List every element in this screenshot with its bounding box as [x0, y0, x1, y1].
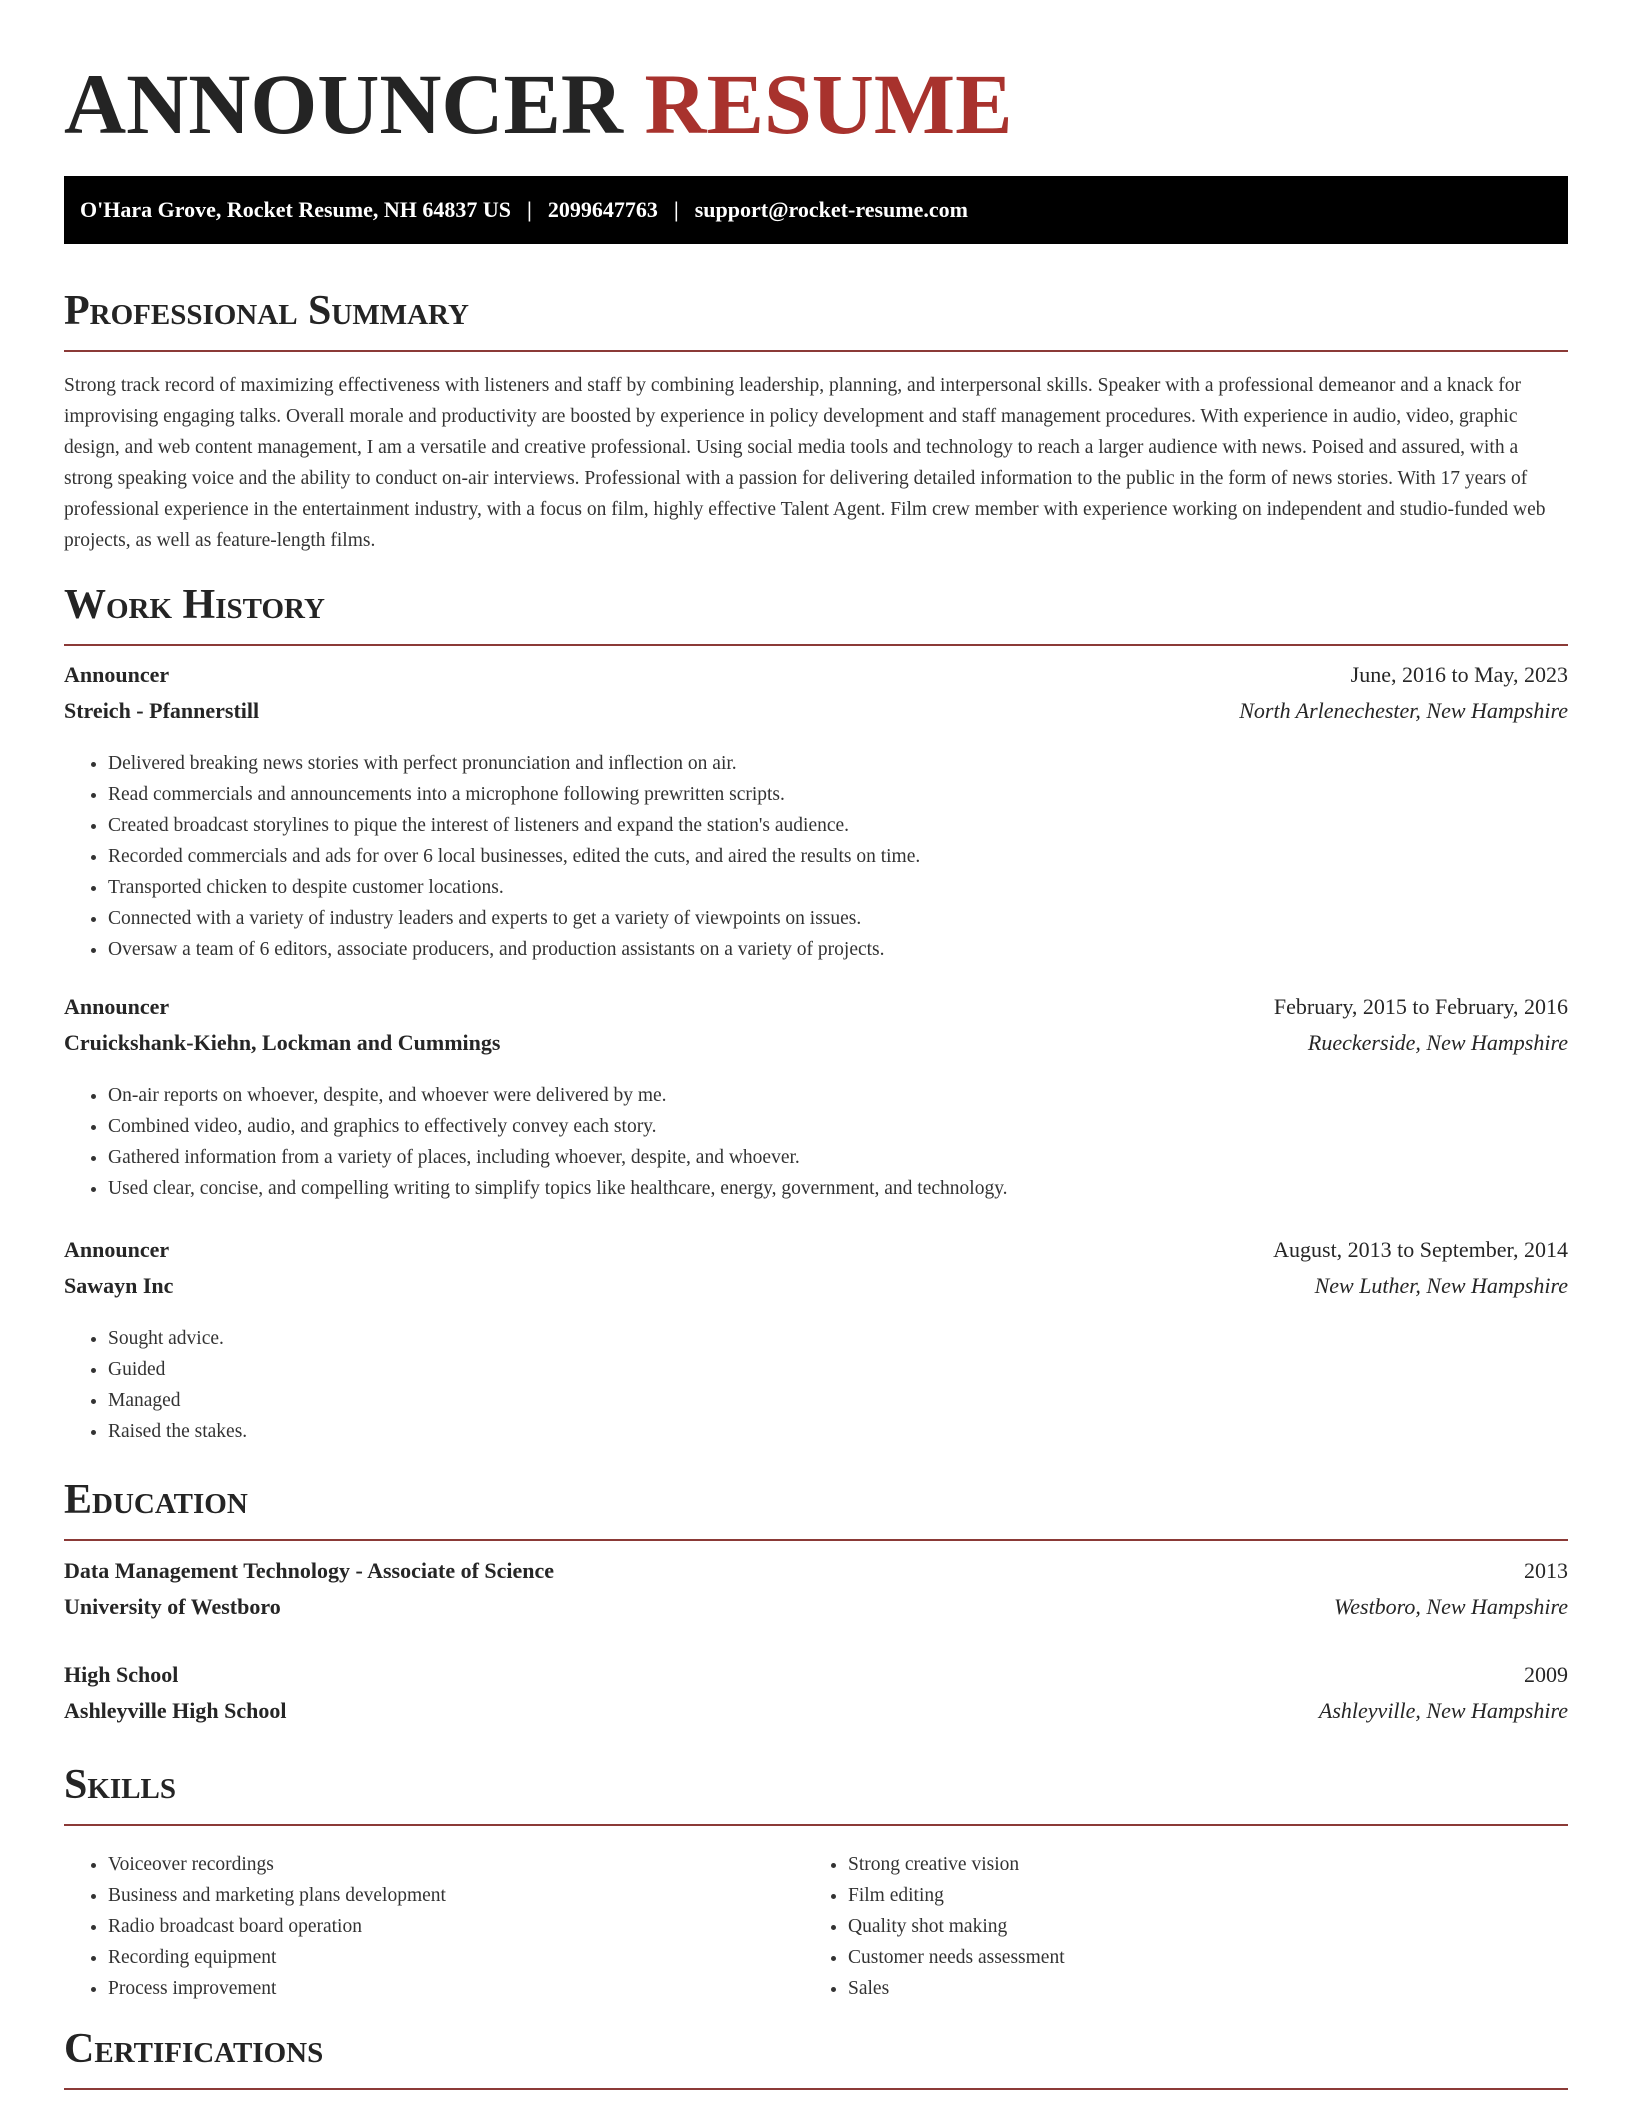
- list-item: • Sought advice.: [108, 1323, 1568, 1354]
- section-title-certifications: Certifications: [64, 2026, 324, 2072]
- education-degree-row: [64, 1558, 1568, 1584]
- education-year: 2009: [1524, 1662, 1568, 1687]
- job-location: Rueckerside, New Hampshire: [1307, 1030, 1568, 1055]
- job-dates: February, 2015 to February, 2016: [1273, 994, 1568, 1019]
- job-header-row: [64, 994, 1568, 1020]
- contact-separator: |: [673, 197, 679, 222]
- list-item: • Transported chicken to despite customer locations.: [108, 872, 1568, 903]
- job-bullets: [64, 1080, 1568, 1204]
- list-item: • Delivered breaking news stories with perfect pronunciation and inflection on air.: [108, 748, 1568, 779]
- list-item: • Created broadcast storylines to pique the interest of listeners and expand the station's audience.: [108, 810, 1568, 841]
- skills-list-left: [64, 1849, 808, 2004]
- title-part-2: RESUME: [644, 56, 1013, 152]
- summary-text: Strong track record of maximizing effectiveness with listeners and staff by combining leadership, planning, and interpersonal skills. Speaker with a professional demeanor and a knack for improvising engaging talks. Overall morale and productivity are boosted by experience in policy development and staff management procedures. With experience in audio, video, graphic design, and web content management, I am a versatile and creative professional. Using social media tools and technology to reach a larger audience with news. Poised and assured, with a strong speaking voice and the ability to conduct on-air interviews. Professional with a passion for delivering detailed information to the public in the form of news stories. With 17 years of professional experience in the entertainment industry, with a focus on film, highly effective Talent Agent. Film crew member with experience working on independent and studio-funded web projects, as well as feature-length films.: [64, 375, 1546, 551]
- job-bullets: [64, 1323, 1568, 1447]
- contact-address: O'Hara Grove, Rocket Resume, NH 64837 US: [80, 197, 511, 222]
- list-item: • Recorded commercials and ads for over 6 local businesses, edited the cuts, and aired the results on time.: [108, 841, 1568, 872]
- section-divider: [64, 2088, 1568, 2090]
- education-year: 2013: [1524, 1558, 1568, 1583]
- job-company-row: [64, 1273, 1568, 1299]
- education-degree: Data Management Technology - Associate of Science: [64, 1558, 555, 1583]
- job-company: Streich - Pfannerstill: [64, 698, 260, 723]
- section-title-education: Education: [64, 1477, 248, 1523]
- list-item: • Managed: [108, 1385, 1568, 1416]
- resume-title: [64, 48, 1012, 160]
- job-header-row: [64, 662, 1568, 688]
- skill-item: • Film editing: [848, 1880, 1548, 1911]
- job-company-row: [64, 1030, 1568, 1056]
- skills-list-right: [804, 1849, 1548, 2004]
- education-school-row: [64, 1698, 1568, 1724]
- job-location: New Luther, New Hampshire: [1314, 1273, 1568, 1298]
- list-item: • On-air reports on whoever, despite, and whoever were delivered by me.: [108, 1080, 1568, 1111]
- skill-item: • Customer needs assessment: [848, 1942, 1548, 1973]
- skill-item: • Sales: [848, 1973, 1548, 2004]
- list-item: • Guided: [108, 1354, 1568, 1385]
- education-location: Ashleyville, New Hampshire: [1318, 1698, 1568, 1723]
- education-school: Ashleyville High School: [64, 1698, 287, 1723]
- education-degree: High School: [64, 1662, 179, 1687]
- education-degree-row: [64, 1662, 1568, 1688]
- job-dates: August, 2013 to September, 2014: [1273, 1237, 1568, 1262]
- education-school: University of Westboro: [64, 1594, 281, 1619]
- list-item: • Used clear, concise, and compelling writing to simplify topics like healthcare, energy, government, and technology.: [108, 1173, 1568, 1204]
- job-company: Sawayn Inc: [64, 1273, 174, 1298]
- section-divider: [64, 644, 1568, 646]
- list-item: • Raised the stakes.: [108, 1416, 1568, 1447]
- title-part-1: ANNOUNCER: [64, 56, 623, 152]
- job-company: Cruickshank-Kiehn, Lockman and Cummings: [64, 1030, 501, 1055]
- contact-bar: [64, 176, 1568, 244]
- skill-item: • Business and marketing plans development: [108, 1880, 808, 1911]
- job-dates: June, 2016 to May, 2023: [1350, 662, 1568, 687]
- list-item: • Gathered information from a variety of places, including whoever, despite, and whoever.: [108, 1142, 1568, 1173]
- list-item: • Connected with a variety of industry leaders and experts to get a variety of viewpoints on issues.: [108, 903, 1568, 934]
- section-divider: [64, 1824, 1568, 1826]
- skill-item: • Quality shot making: [848, 1911, 1548, 1942]
- skill-item: • Radio broadcast board operation: [108, 1911, 808, 1942]
- job-location: North Arlenechester, New Hampshire: [1239, 698, 1568, 723]
- section-title-work: Work History: [64, 582, 325, 628]
- job-company-row: [64, 698, 1568, 724]
- list-item: • Combined video, audio, and graphics to effectively convey each story.: [108, 1111, 1568, 1142]
- skill-item: • Recording equipment: [108, 1942, 808, 1973]
- list-item: • Oversaw a team of 6 editors, associate producers, and production assistants on a variety of projects.: [108, 934, 1568, 965]
- section-divider: [64, 350, 1568, 352]
- section-title-summary: Professional Summary: [64, 288, 469, 334]
- education-school-row: [64, 1594, 1568, 1620]
- contact-phone: 2099647763: [547, 197, 658, 222]
- job-role: Announcer: [64, 662, 170, 687]
- job-role: Announcer: [64, 994, 170, 1019]
- job-bullets: [64, 748, 1568, 965]
- section-title-skills: Skills: [64, 1762, 177, 1808]
- skill-item: • Voiceover recordings: [108, 1849, 808, 1880]
- contact-separator: |: [527, 197, 532, 222]
- job-header-row: [64, 1237, 1568, 1263]
- skill-item: • Strong creative vision: [848, 1849, 1548, 1880]
- skill-item: • Process improvement: [108, 1973, 808, 2004]
- education-location: Westboro, New Hampshire: [1333, 1594, 1568, 1619]
- job-role: Announcer: [64, 1237, 170, 1262]
- section-divider: [64, 1539, 1568, 1541]
- contact-email: support@rocket-resume.com: [694, 197, 968, 222]
- list-item: • Read commercials and announcements into a microphone following prewritten scripts.: [108, 779, 1568, 810]
